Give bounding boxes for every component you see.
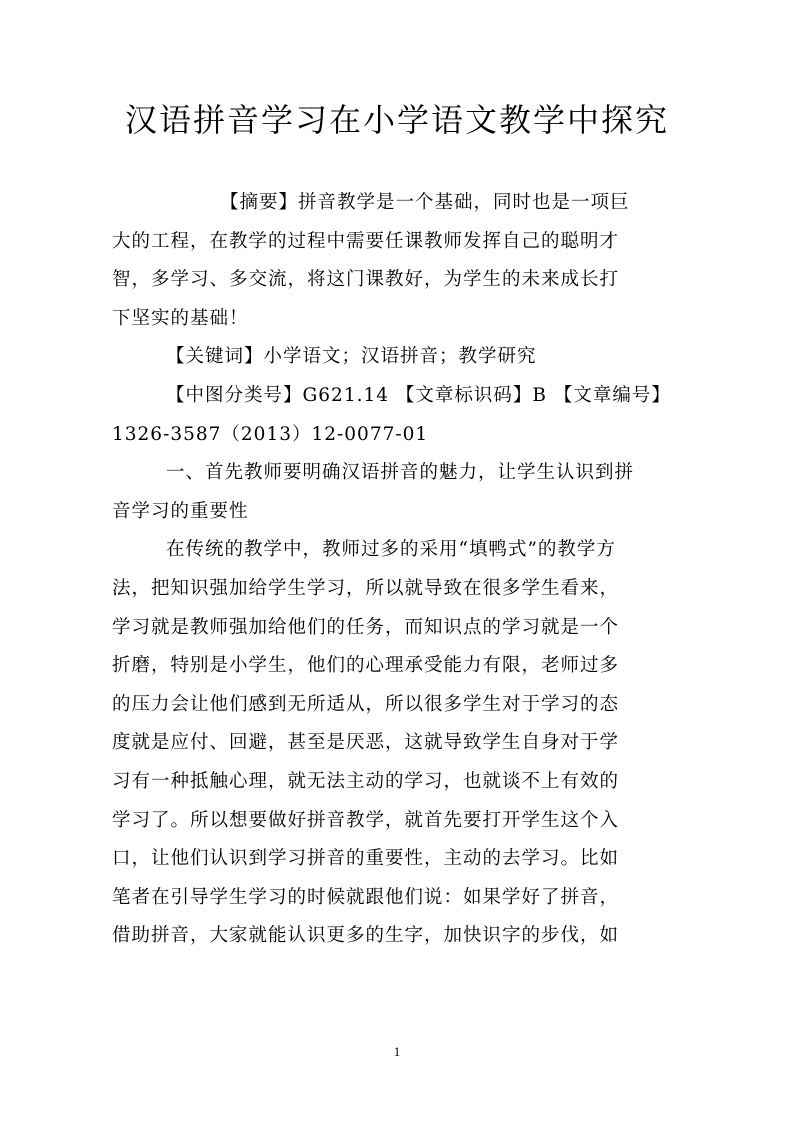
paragraph-line: 学习就是教师强加给他们的任务，而知识点的学习就是一个 [112, 616, 620, 638]
paragraph-line: 学习了。所以想要做好拼音教学，就首先要打开学生这个入 [112, 809, 620, 831]
paragraph-line: 度就是应付、回避，甚至是厌恶，这就导致学生自身对于学 [112, 732, 620, 754]
paragraph-line: 口，让他们认识到学习拼音的重要性，主动的去学习。比如 [112, 848, 620, 870]
abstract-line: 智，多学习、多交流，将这门课教好，为学生的未来成长打 [112, 269, 620, 291]
abstract-line: 大的工程，在教学的过程中需要任课教师发挥自己的聪明才 [112, 230, 620, 252]
paragraph-line: 借助拼音，大家就能认识更多的生字，加快识字的步伐，如 [112, 925, 620, 947]
section-heading-line: 音学习的重要性 [112, 500, 249, 522]
page-number: 1 [393, 1044, 401, 1059]
paragraph-line: 的压力会让他们感到无所适从，所以很多学生对于学习的态 [112, 693, 620, 715]
paragraph-line: 习有一种抵触心理，就无法主动的学习，也就谈不上有效的 [112, 770, 620, 792]
paragraph-line: 笔者在引导学生学习的时候就跟他们说：如果学好了拼音， [112, 886, 620, 908]
abstract-line: 【摘要】拼音教学是一个基础，同时也是一项巨 [220, 192, 630, 213]
document-title: 汉语拼音学习在小学语文教学中探究 [124, 101, 669, 139]
classification-line: 【中图分类号】G621.14 【文章标识码】B 【文章编号】 [166, 384, 671, 406]
section-heading-line: 一、首先教师要明确汉语拼音的魅力，让学生认识到拼 [166, 462, 635, 484]
document-body [112, 184, 687, 956]
paragraph-line: 在传统的教学中，教师过多的采用“填鸭式”的教学方 [166, 539, 616, 561]
classification-line: 1326-3587（2013）12-0077-01 [112, 423, 429, 445]
abstract-line: 下坚实的基础！ [112, 307, 249, 329]
keywords-line: 【关键词】小学语文；汉语拼音；教学研究 [166, 346, 537, 368]
paragraph-line: 折磨，特别是小学生，他们的心理承受能力有限，老师过多 [112, 655, 620, 677]
paragraph-line: 法，把知识强加给学生学习，所以就导致在很多学生看来， [112, 577, 620, 599]
